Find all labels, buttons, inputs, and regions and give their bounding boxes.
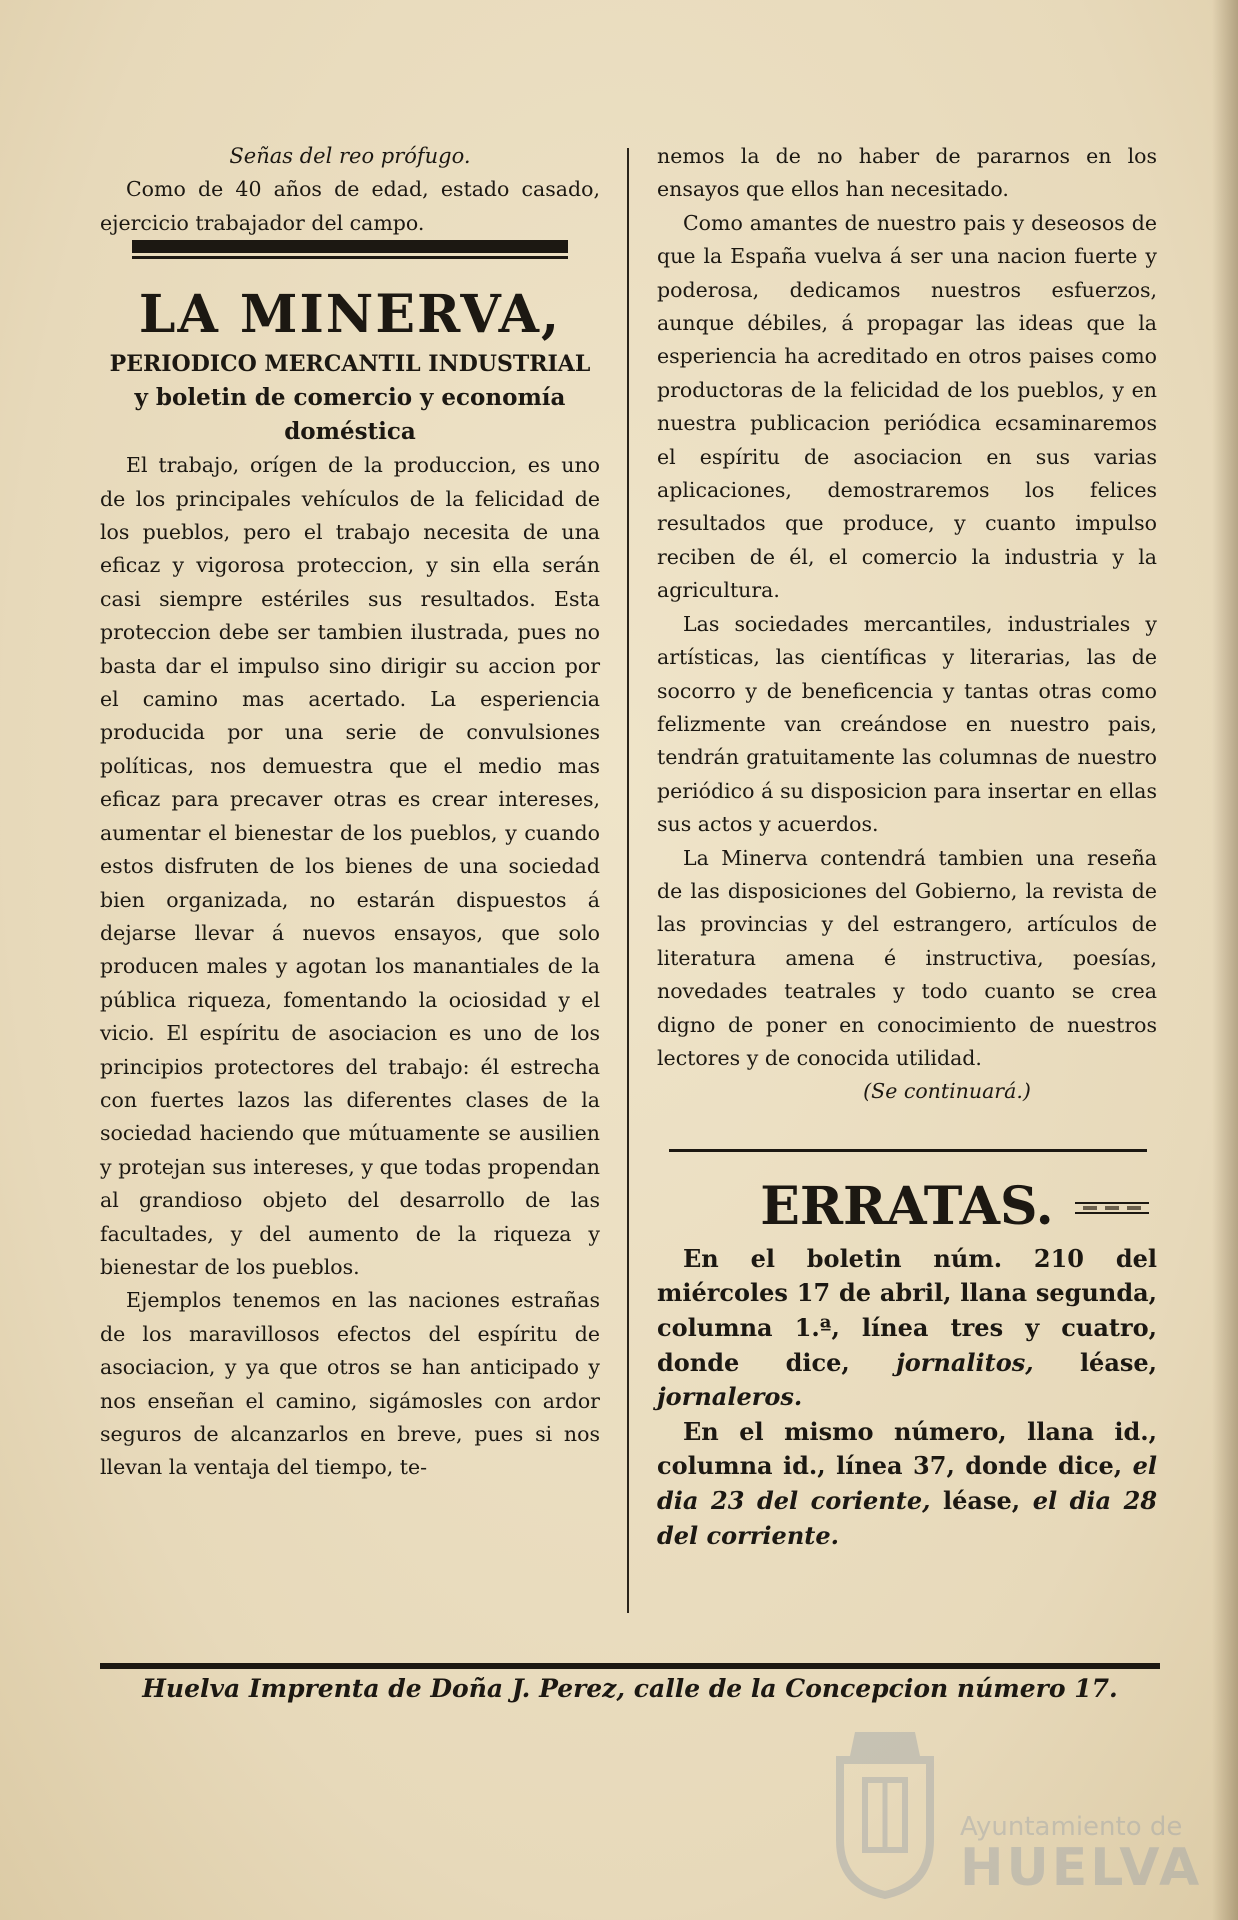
masthead-subtitle-2: y boletin de comercio y economía doméstica: [134, 384, 566, 446]
masthead-rule-thick: [132, 240, 568, 253]
erratas-title: ERRATAS.: [760, 1175, 1054, 1237]
column-divider: [627, 148, 629, 1613]
watermark-line1: Ayuntamiento de: [960, 1812, 1183, 1842]
errata-correct: jornaleros.: [657, 1382, 803, 1412]
article-paragraph: Las sociedades mercantiles, industriales y artísticas, las científicas y literarias, las de socorro y de beneficencia y tantas otras como felizmente van creándose en nuestro pais, tendrán gratuitamente las columnas de nuestro periódico á su disposicion para insertar en ellas sus actos y acuerdos.: [657, 611, 1157, 837]
errata-read: léase,: [1079, 1347, 1158, 1377]
fugitive-description: Como de 40 años de edad, estado casado, ejercicio trabajador del campo.: [100, 177, 600, 235]
article-paragraph: La Minerva contendrá tambien una reseña de las disposiciones del Gobierno, la revista de las provincias y del estrangero, artículos de literatura amena é instructiva, poesías, novedades teatrales y todo cuanto se crea digno de poner en conocimiento de nuestros lectores y de conocida utilidad.: [657, 845, 1157, 1070]
coat-of-arms-icon: [820, 1720, 950, 1900]
errata-text: En el boletin núm. 210 del miércoles 17 de abril, llana segunda, columna 1.ª, línea tres y cuatro, donde dice,: [657, 1243, 1157, 1377]
watermark: [820, 1720, 1203, 1900]
erratas-section: [657, 1172, 1157, 1242]
errata-entry: [657, 1242, 1157, 1415]
left-column: [100, 140, 600, 1485]
errata-text: En el mismo número, llana id., columna id., línea 37, donde dice,: [657, 1416, 1157, 1481]
errata-wrong: jornalitos,: [896, 1347, 1034, 1377]
ornament-icon: [1073, 1198, 1151, 1218]
imprint-footer: Huelva Imprenta de Doña J. Perez, calle de la Concepcion número 17.: [142, 1674, 1118, 1703]
masthead-title: LA MINERVA,: [138, 284, 562, 346]
article-paragraph: El trabajo, orígen de la produccion, es uno de los principales vehículos de la felicidad de los pueblos, pero el trabajo necesita de una eficaz y vigorosa proteccion, y sin ella serán casi siempre estériles sus resultados. Esta proteccion debe ser tambien ilustrada, pues no basta dar el impulso sino dirigir su accion por el camino mas acertado. La esperiencia producida por una serie de convulsiones políticas, nos demuestra que el medio mas eficaz para precaver otras es crear intereses, aumentar el bienestar de los pueblos, y cuando estos disfruten de los bienes de una sociedad bien organizada, no estarán dispuestos á dejarse llevar á nuevos ensayos, que solo producen males y agotan los manantiales de la pública riqueza, fomentando la ociosidad y el vicio. El espíritu de asociacion es uno de los principios protectores del trabajo: él estrecha con fuertes lazos las diferentes clases de la sociedad haciendo que mútuamente se ausilien y protejan sus intereses, y que todas propendan al grandioso objeto del desarrollo de las facultades, y del aumento de la riqueza y bienestar de los pueblos.: [100, 453, 600, 1279]
erratas-body: [657, 1242, 1157, 1553]
page-edge-shadow: [1212, 0, 1238, 1920]
masthead-subtitle: PERIODICO MERCANTIL INDUSTRIAL: [109, 351, 591, 378]
watermark-line2: HUELVA: [960, 1838, 1203, 1898]
masthead-rule-thin: [132, 256, 568, 259]
errata-wrong: el dia 23 del coriente,: [657, 1451, 1158, 1515]
right-column: [657, 140, 1157, 1553]
errata-correct: el dia 28 del corriente.: [657, 1485, 1158, 1550]
erratas-rule: [669, 1149, 1147, 1152]
fugitive-title: Señas del reo prófugo.: [229, 144, 471, 168]
article-paragraph: nemos la de no haber de pararnos en los ensayos que ellos han necesitado.: [657, 144, 1157, 202]
continued-note: (Se continuará.): [863, 1079, 1031, 1104]
errata-entry: [657, 1415, 1157, 1553]
errata-read: léase,: [943, 1485, 1021, 1515]
article-paragraph: Ejemplos tenemos en las naciones estrañas de los maravillosos efectos del espíritu de asociacion, y ya que otros se han anticipado y nos enseñan el camino, sigámosles con ardor seguros de alcanzarlos en breve, pues si nos llevan la ventaja del tiempo, te-: [100, 1288, 600, 1480]
article-paragraph: Como amantes de nuestro pais y deseosos de que la España vuelva á ser una nacion fuerte y poderosa, dedicamos nuestros esfuerzos, aunque débiles, á propagar las ideas que la esperiencia ha acreditado en otros paises como productoras de la felicidad de los pueblos, y en nuestra publicacion periódica ecsaminaremos el espíritu de asociacion en sus varias aplicaciones, demostraremos los felices resultados que produce, y cuanto impulso reciben de él, el comercio la industria y la agricultura.: [657, 210, 1157, 603]
